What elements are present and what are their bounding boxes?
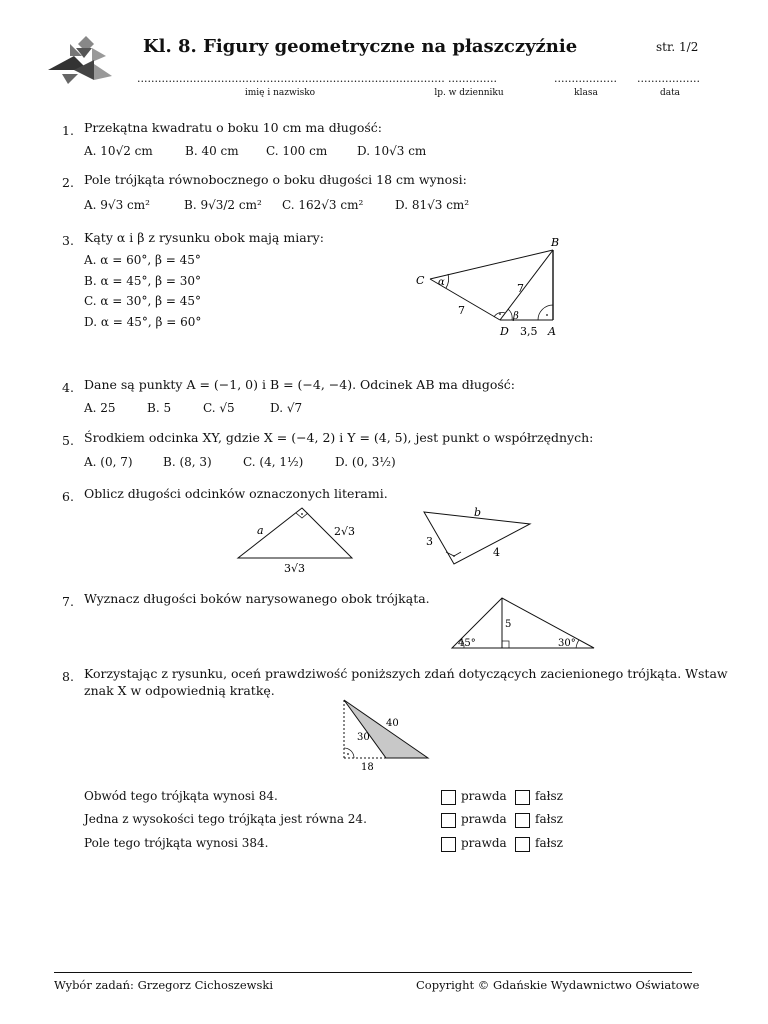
q3-side-cd: 7 xyxy=(458,304,465,317)
q5-option-d[interactable]: D. (0, 3½) xyxy=(335,455,396,469)
q6-figure-2 xyxy=(420,504,540,570)
name-field-dots[interactable]: ........................................................................................ xyxy=(137,72,445,85)
q1-option-d[interactable]: D. 10√3 cm xyxy=(357,144,427,158)
q7-text: Wyznacz długości boków narysowanego obok trójkąta. xyxy=(84,591,430,606)
page-title: Kl. 8. Figury geometryczne na płaszczyźnie xyxy=(143,36,578,57)
q8-s3-true-label: prawda xyxy=(461,836,507,850)
q8-s1-false-label: fałsz xyxy=(535,789,563,803)
q8-side-18: 18 xyxy=(361,762,374,772)
q5-option-a[interactable]: A. (0, 7) xyxy=(84,455,133,469)
q3-option-a[interactable]: A. α = 60°, β = 45° xyxy=(84,253,201,267)
q4-number: 4. xyxy=(62,380,74,395)
q8-text-line1: Korzystając z rysunku, oceń prawdziwość poniższych zdań dotyczących zacienionego trójkąta. Wstaw xyxy=(84,666,728,681)
date-field-dots[interactable]: .................. xyxy=(637,72,700,85)
q4-option-a[interactable]: A. 25 xyxy=(84,401,116,415)
q1-text: Przekątna kwadratu o boku 10 cm ma długość: xyxy=(84,120,382,135)
q3-option-d[interactable]: D. α = 45°, β = 60° xyxy=(84,315,202,329)
q3-side-db: 7 xyxy=(517,282,524,295)
q1-option-b[interactable]: B. 40 cm xyxy=(185,144,239,158)
q8-statement-3: Pole tego trójkąta wynosi 384. xyxy=(84,836,269,850)
q8-s2-false-label: fałsz xyxy=(535,812,563,826)
page-number: str. 1/2 xyxy=(656,40,699,54)
q1-option-c[interactable]: C. 100 cm xyxy=(266,144,328,158)
q5-option-c[interactable]: C. (4, 1½) xyxy=(243,455,304,469)
q3-label-d: D xyxy=(500,325,509,338)
q3-figure xyxy=(408,232,578,342)
q6-fig1-a: a xyxy=(257,524,264,537)
q8-s2-true-checkbox[interactable] xyxy=(441,813,456,828)
q3-option-c[interactable]: C. α = 30°, β = 45° xyxy=(84,294,201,308)
number-field-label: lp. w dzienniku xyxy=(434,88,504,98)
q3-option-b[interactable]: B. α = 45°, β = 30° xyxy=(84,274,202,288)
q3-label-b: B xyxy=(551,236,560,249)
q4-text: Dane są punkty A = (−1, 0) i B = (−4, −4). Odcinek AB ma długość: xyxy=(84,377,516,392)
q3-alpha: α xyxy=(438,277,445,288)
name-field-label: imię i nazwisko xyxy=(244,88,316,98)
number-field-dots[interactable]: .............. xyxy=(448,72,497,85)
q5-option-b[interactable]: B. (8, 3) xyxy=(163,455,212,469)
date-field-label: data xyxy=(659,88,681,98)
q8-figure xyxy=(336,696,440,772)
q8-side-30: 30 xyxy=(357,732,370,743)
q8-number: 8. xyxy=(62,669,74,684)
q7-height: 5 xyxy=(505,619,512,630)
q2-number: 2. xyxy=(62,175,74,190)
q6-figure-1 xyxy=(230,500,370,578)
q4-option-b[interactable]: B. 5 xyxy=(147,401,172,415)
publisher-logo xyxy=(48,34,114,86)
q4-option-c[interactable]: C. √5 xyxy=(203,401,235,415)
q8-s3-true-checkbox[interactable] xyxy=(441,837,456,852)
q7-number: 7. xyxy=(62,594,74,609)
q6-fig1-base: 3√3 xyxy=(284,562,306,575)
q2-option-b[interactable]: B. 9√3/2 cm² xyxy=(184,198,262,212)
q6-number: 6. xyxy=(62,489,74,504)
q6-fig1-side: 2√3 xyxy=(334,525,356,538)
q8-text-line2: znak X w odpowiednią kratkę. xyxy=(84,683,275,698)
q8-s2-false-checkbox[interactable] xyxy=(515,813,530,828)
q8-s3-false-checkbox[interactable] xyxy=(515,837,530,852)
q8-s2-true-label: prawda xyxy=(461,812,507,826)
q8-s1-true-label: prawda xyxy=(461,789,507,803)
q5-text: Środkiem odcinka XY, gdzie X = (−4, 2) i Y = (4, 5), jest punkt o współrzędnych: xyxy=(84,430,594,445)
q6-fig2-b: b xyxy=(474,506,482,519)
q7-figure xyxy=(448,594,600,652)
q8-s3-false-label: fałsz xyxy=(535,836,563,850)
q2-option-c[interactable]: C. 162√3 cm² xyxy=(282,198,364,212)
q3-text: Kąty α i β z rysunku obok mają miary: xyxy=(84,230,324,245)
footer-author: Wybór zadań: Grzegorz Cichoszewski xyxy=(54,978,274,992)
q1-number: 1. xyxy=(62,123,74,138)
q3-label-c: C xyxy=(416,274,425,287)
q6-text: Oblicz długości odcinków oznaczonych literami. xyxy=(84,486,388,501)
q3-beta: β xyxy=(513,311,519,322)
footer-rule xyxy=(54,972,692,973)
q8-statement-1: Obwód tego trójkąta wynosi 84. xyxy=(84,789,278,803)
class-field-label: klasa xyxy=(574,88,598,98)
q3-side-da: 3,5 xyxy=(520,325,538,338)
q2-text: Pole trójkąta równobocznego o boku długości 18 cm wynosi: xyxy=(84,172,467,187)
q8-s1-true-checkbox[interactable] xyxy=(441,790,456,805)
footer-copyright: Copyright © Gdańskie Wydawnictwo Oświatowe xyxy=(416,978,700,992)
q3-label-a: A xyxy=(548,325,556,338)
q7-angle-left: 45° xyxy=(458,638,476,649)
q3-number: 3. xyxy=(62,233,74,248)
q7-angle-right: 30° xyxy=(558,638,576,649)
q8-s1-false-checkbox[interactable] xyxy=(515,790,530,805)
q4-option-d[interactable]: D. √7 xyxy=(270,401,303,415)
q2-option-a[interactable]: A. 9√3 cm² xyxy=(84,198,150,212)
class-field-dots[interactable]: .................. xyxy=(554,72,617,85)
q6-fig2-s4: 4 xyxy=(493,546,500,559)
q8-statement-2: Jedna z wysokości tego trójkąta jest równa 24. xyxy=(84,812,367,826)
q2-option-d[interactable]: D. 81√3 cm² xyxy=(395,198,470,212)
q1-option-a[interactable]: A. 10√2 cm xyxy=(84,144,153,158)
q6-fig2-s3: 3 xyxy=(426,535,433,548)
q5-number: 5. xyxy=(62,433,74,448)
q8-side-40: 40 xyxy=(386,718,399,729)
